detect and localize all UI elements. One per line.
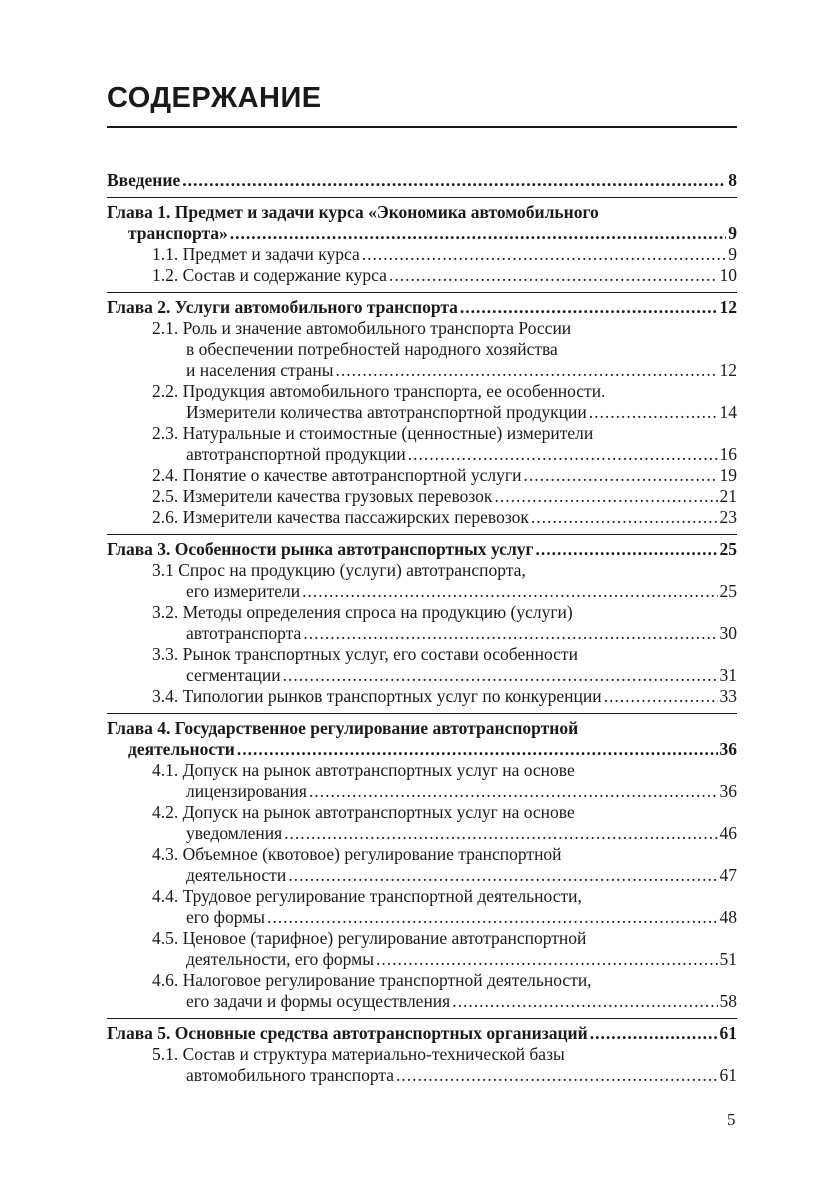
toc-page-number: 12 (719, 360, 737, 380)
toc-line[interactable] (107, 686, 737, 707)
toc-page-number: 61 (719, 1065, 737, 1085)
dot-leader (535, 539, 717, 560)
dot-leader (389, 265, 718, 286)
toc-entry-text: 3.1 Спрос на продукцию (услуги) автотранспорта, (152, 560, 526, 580)
toc-entry-text: его формы (186, 907, 266, 927)
dot-leader (283, 665, 718, 686)
page-title: СОДЕРЖАНИЕ (107, 82, 322, 114)
toc-line[interactable] (107, 223, 737, 244)
dot-leader (531, 507, 718, 528)
page-number: 5 (727, 1110, 736, 1129)
toc-entry-text: 2.5. Измерители качества грузовых перевозок (152, 486, 493, 506)
toc-entry-text: 2.6. Измерители качества пассажирских перевозок (152, 507, 529, 527)
toc-page-number: 19 (719, 465, 737, 485)
toc-line[interactable] (107, 781, 737, 802)
toc-line[interactable] (107, 907, 737, 928)
dot-leader (590, 1023, 718, 1044)
toc-line[interactable] (107, 244, 737, 265)
toc-line[interactable] (107, 970, 737, 991)
toc-page-number: 23 (719, 507, 737, 527)
toc-entry-text: автотранспорта (186, 623, 302, 643)
toc-entry-text: Глава 4. Государственное регулирование автотранспортной (107, 718, 579, 738)
dot-leader (604, 686, 718, 707)
title-rule (107, 126, 737, 128)
toc-line[interactable] (107, 623, 737, 644)
toc-entry-text: Глава 2. Услуги автомобильного транспорта (107, 297, 458, 317)
toc-line[interactable] (107, 886, 737, 907)
toc-entry-text: Измерители количества автотранспортной продукции (186, 402, 587, 422)
toc-page-number: 31 (719, 665, 737, 685)
toc-line[interactable] (107, 560, 737, 581)
dot-leader (336, 360, 718, 381)
toc-line[interactable] (107, 539, 737, 560)
toc-line[interactable] (107, 297, 737, 318)
toc-entry-text: 3.2. Методы определения спроса на продукцию (услуги) (152, 602, 573, 622)
toc-chapter (107, 713, 737, 1012)
toc-line[interactable] (107, 381, 737, 402)
toc-line[interactable] (107, 602, 737, 623)
toc-entry-text: 1.2. Состав и содержание курса (152, 265, 387, 285)
toc-line[interactable] (107, 339, 737, 360)
toc-line[interactable] (107, 718, 737, 739)
toc-page-number: 25 (719, 581, 737, 601)
toc-page-number: 61 (719, 1023, 737, 1043)
toc-page-number: 30 (719, 623, 737, 643)
toc-page-number: 12 (719, 297, 737, 317)
toc-line[interactable] (107, 507, 737, 528)
toc-entry-text: 1.1. Предмет и задачи курса (152, 244, 360, 264)
toc-entry-text: 2.4. Понятие о качестве автотранспортной услуги (152, 465, 522, 485)
dot-leader (452, 991, 717, 1012)
dot-leader (284, 823, 717, 844)
toc-line[interactable] (107, 170, 737, 191)
toc-entry-text: 2.3. Натуральные и стоимостные (ценностные) измерители (152, 423, 594, 443)
toc-page-number: 33 (719, 686, 737, 706)
toc-entry-text: лицензирования (186, 781, 307, 801)
toc-line[interactable] (107, 1065, 737, 1086)
toc-line[interactable] (107, 844, 737, 865)
toc-chapter (107, 1018, 737, 1086)
toc-chapter (107, 534, 737, 707)
dot-leader (182, 170, 726, 191)
toc-line[interactable] (107, 202, 737, 223)
toc-line[interactable] (107, 802, 737, 823)
toc-page-number: 51 (719, 949, 737, 969)
toc-line[interactable] (107, 1044, 737, 1065)
toc-line[interactable] (107, 465, 737, 486)
toc-page-number: 36 (719, 739, 737, 759)
toc-line[interactable] (107, 1023, 737, 1044)
toc-entry-text: 3.4. Типологии рынков транспортных услуг по конкуренции (152, 686, 602, 706)
toc-page-number: 9 (728, 223, 737, 243)
table-of-contents (107, 166, 737, 1092)
toc-line[interactable] (107, 739, 737, 760)
toc-entry-text: автомобильного транспорта (186, 1065, 394, 1085)
toc-entry-text: 4.4. Трудовое регулирование транспортной деятельности, (152, 886, 582, 906)
toc-entry-text: 4.3. Объемное (квотовое) регулирование транспортной (152, 844, 562, 864)
dot-leader (523, 465, 717, 486)
toc-page-number: 36 (719, 781, 737, 801)
toc-line[interactable] (107, 581, 737, 602)
toc-entry-text: уведомления (186, 823, 283, 843)
dot-leader (376, 949, 718, 970)
toc-entry-text: Глава 3. Особенности рынка автотранспортных услуг (107, 539, 534, 559)
toc-entry-text: 4.1. Допуск на рынок автотранспортных услуг на основе (152, 760, 575, 780)
toc-line[interactable] (107, 360, 737, 381)
toc-line[interactable] (107, 760, 737, 781)
toc-chapter (107, 197, 737, 286)
toc-page-number: 47 (719, 865, 737, 885)
toc-entry-text: 2.2. Продукция автомобильного транспорта, ее особенности. (152, 381, 606, 401)
toc-page-number: 58 (719, 991, 737, 1011)
toc-line[interactable] (107, 991, 737, 1012)
toc-line[interactable] (107, 402, 737, 423)
toc-chapter (107, 292, 737, 528)
toc-entry-text: в обеспечении потребностей народного хозяйства (186, 339, 558, 359)
toc-line[interactable] (107, 318, 737, 339)
toc-line[interactable] (107, 865, 737, 886)
dot-leader (408, 444, 718, 465)
toc-entry-text: 3.3. Рынок транспортных услуг, его состави особенности (152, 644, 578, 664)
toc-entry-text: автотранспортной продукции (186, 444, 406, 464)
dot-leader (589, 402, 718, 423)
toc-entry-text: Глава 1. Предмет и задачи курса «Экономика автомобильного (107, 202, 599, 222)
toc-line[interactable] (107, 486, 737, 507)
toc-page-number: 21 (719, 486, 737, 506)
toc-page-number: 46 (719, 823, 737, 843)
toc-page-number: 9 (728, 244, 737, 264)
toc-entry-text: и населения страны (186, 360, 334, 380)
toc-chapter (107, 166, 737, 191)
toc-entry-text: 2.1. Роль и значение автомобильного транспорта России (152, 318, 572, 338)
dot-leader (303, 623, 717, 644)
toc-entry-text: 4.6. Налоговое регулирование транспортной деятельности, (152, 970, 592, 990)
toc-entry-text: деятельности (186, 865, 287, 885)
dot-leader (309, 781, 718, 802)
toc-page-number: 25 (719, 539, 737, 559)
toc-entry-text: деятельности (128, 739, 235, 759)
toc-entry-text: сегментации (186, 665, 281, 685)
toc-page-number: 8 (728, 170, 737, 190)
toc-line[interactable] (107, 265, 737, 286)
toc-entry-text: его измерители (186, 581, 301, 601)
dot-leader (267, 907, 717, 928)
toc-line[interactable] (107, 949, 737, 970)
toc-page-number: 14 (719, 402, 737, 422)
dot-leader (230, 223, 726, 244)
toc-entry-text: 5.1. Состав и структура материально-технической базы (152, 1044, 565, 1064)
toc-line[interactable] (107, 644, 737, 665)
toc-entry-text: 4.2. Допуск на рынок автотранспортных услуг на основе (152, 802, 575, 822)
dot-leader (362, 244, 726, 265)
dot-leader (288, 865, 717, 886)
toc-page-number: 10 (719, 265, 737, 285)
toc-line[interactable] (107, 423, 737, 444)
toc-entry-text: его задачи и формы осуществления (186, 991, 451, 1011)
toc-line[interactable] (107, 665, 737, 686)
toc-line[interactable] (107, 823, 737, 844)
toc-line[interactable] (107, 928, 737, 949)
toc-entry-text: 4.5. Ценовое (тарифное) регулирование автотранспортной (152, 928, 587, 948)
dot-leader (237, 739, 718, 760)
toc-page-number: 16 (719, 444, 737, 464)
toc-page-number: 48 (719, 907, 737, 927)
dot-leader (494, 486, 717, 507)
toc-entry-text: транспорта» (128, 223, 228, 243)
toc-line[interactable] (107, 444, 737, 465)
toc-entry-text: Введение (107, 170, 181, 190)
dot-leader (396, 1065, 718, 1086)
dot-leader (302, 581, 717, 602)
toc-entry-text: деятельности, его формы (186, 949, 374, 969)
toc-entry-text: Глава 5. Основные средства автотранспортных организаций (107, 1023, 588, 1043)
dot-leader (460, 297, 718, 318)
